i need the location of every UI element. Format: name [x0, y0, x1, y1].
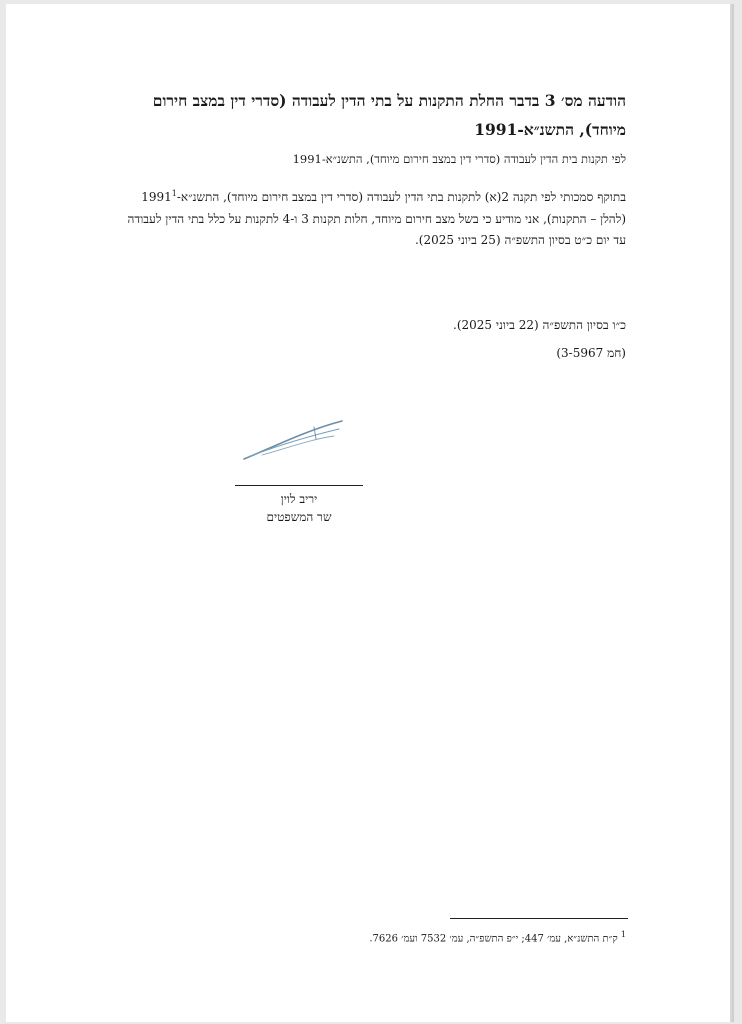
notice-subtitle: לפי תקנות בית הדין לעבודה (סדרי דין במצב חירום מיוחד), התשנ״א-1991 [292, 152, 626, 166]
notice-body [126, 183, 626, 252]
document-page [6, 4, 730, 1022]
signer-name: יריב לוין [280, 492, 318, 506]
footnote-text: ק״ת התשנ״א, עמ׳ 447; י״פ התשפ״ה, עמ׳ 7532 ועמ׳ 7626. [369, 933, 618, 945]
signature-line [235, 485, 363, 486]
notice-title: הודעה מס׳ 3 בדבר החלת התקנות על בתי הדין לעבודה (סדרי דין במצב חירום מיוחד), התשנ״א-1991 [152, 91, 626, 139]
footnote [126, 930, 626, 944]
footnote-separator [450, 918, 628, 919]
signing-date: כ״ו בסיון התשפ״ה (22 ביוני 2025). [453, 318, 626, 332]
handwritten-signature [234, 409, 354, 469]
reference-number: (חמ 3-5967) [556, 346, 626, 360]
footnote-number: 1 [620, 930, 626, 939]
body-text-part2: (להלן – התקנות), אני מודיע כי בשל מצב חירום מיוחד, חלות תקנות 3 ו-4 לתקנות על כלל בתי הדין לעבודה עד יום כ״ט בסיון התשפ״ה (25 ביוני 2025). [127, 211, 626, 247]
body-text-part1: בתוקף סמכותי לפי תקנה 2(א) לתקנות בתי הדין לעבודה (סדרי דין במצב חירום מיוחד), התשנ״א-1991 [141, 190, 626, 204]
signer-role: שר המשפטים [266, 510, 332, 524]
footnote-marker: 1 [171, 189, 177, 198]
